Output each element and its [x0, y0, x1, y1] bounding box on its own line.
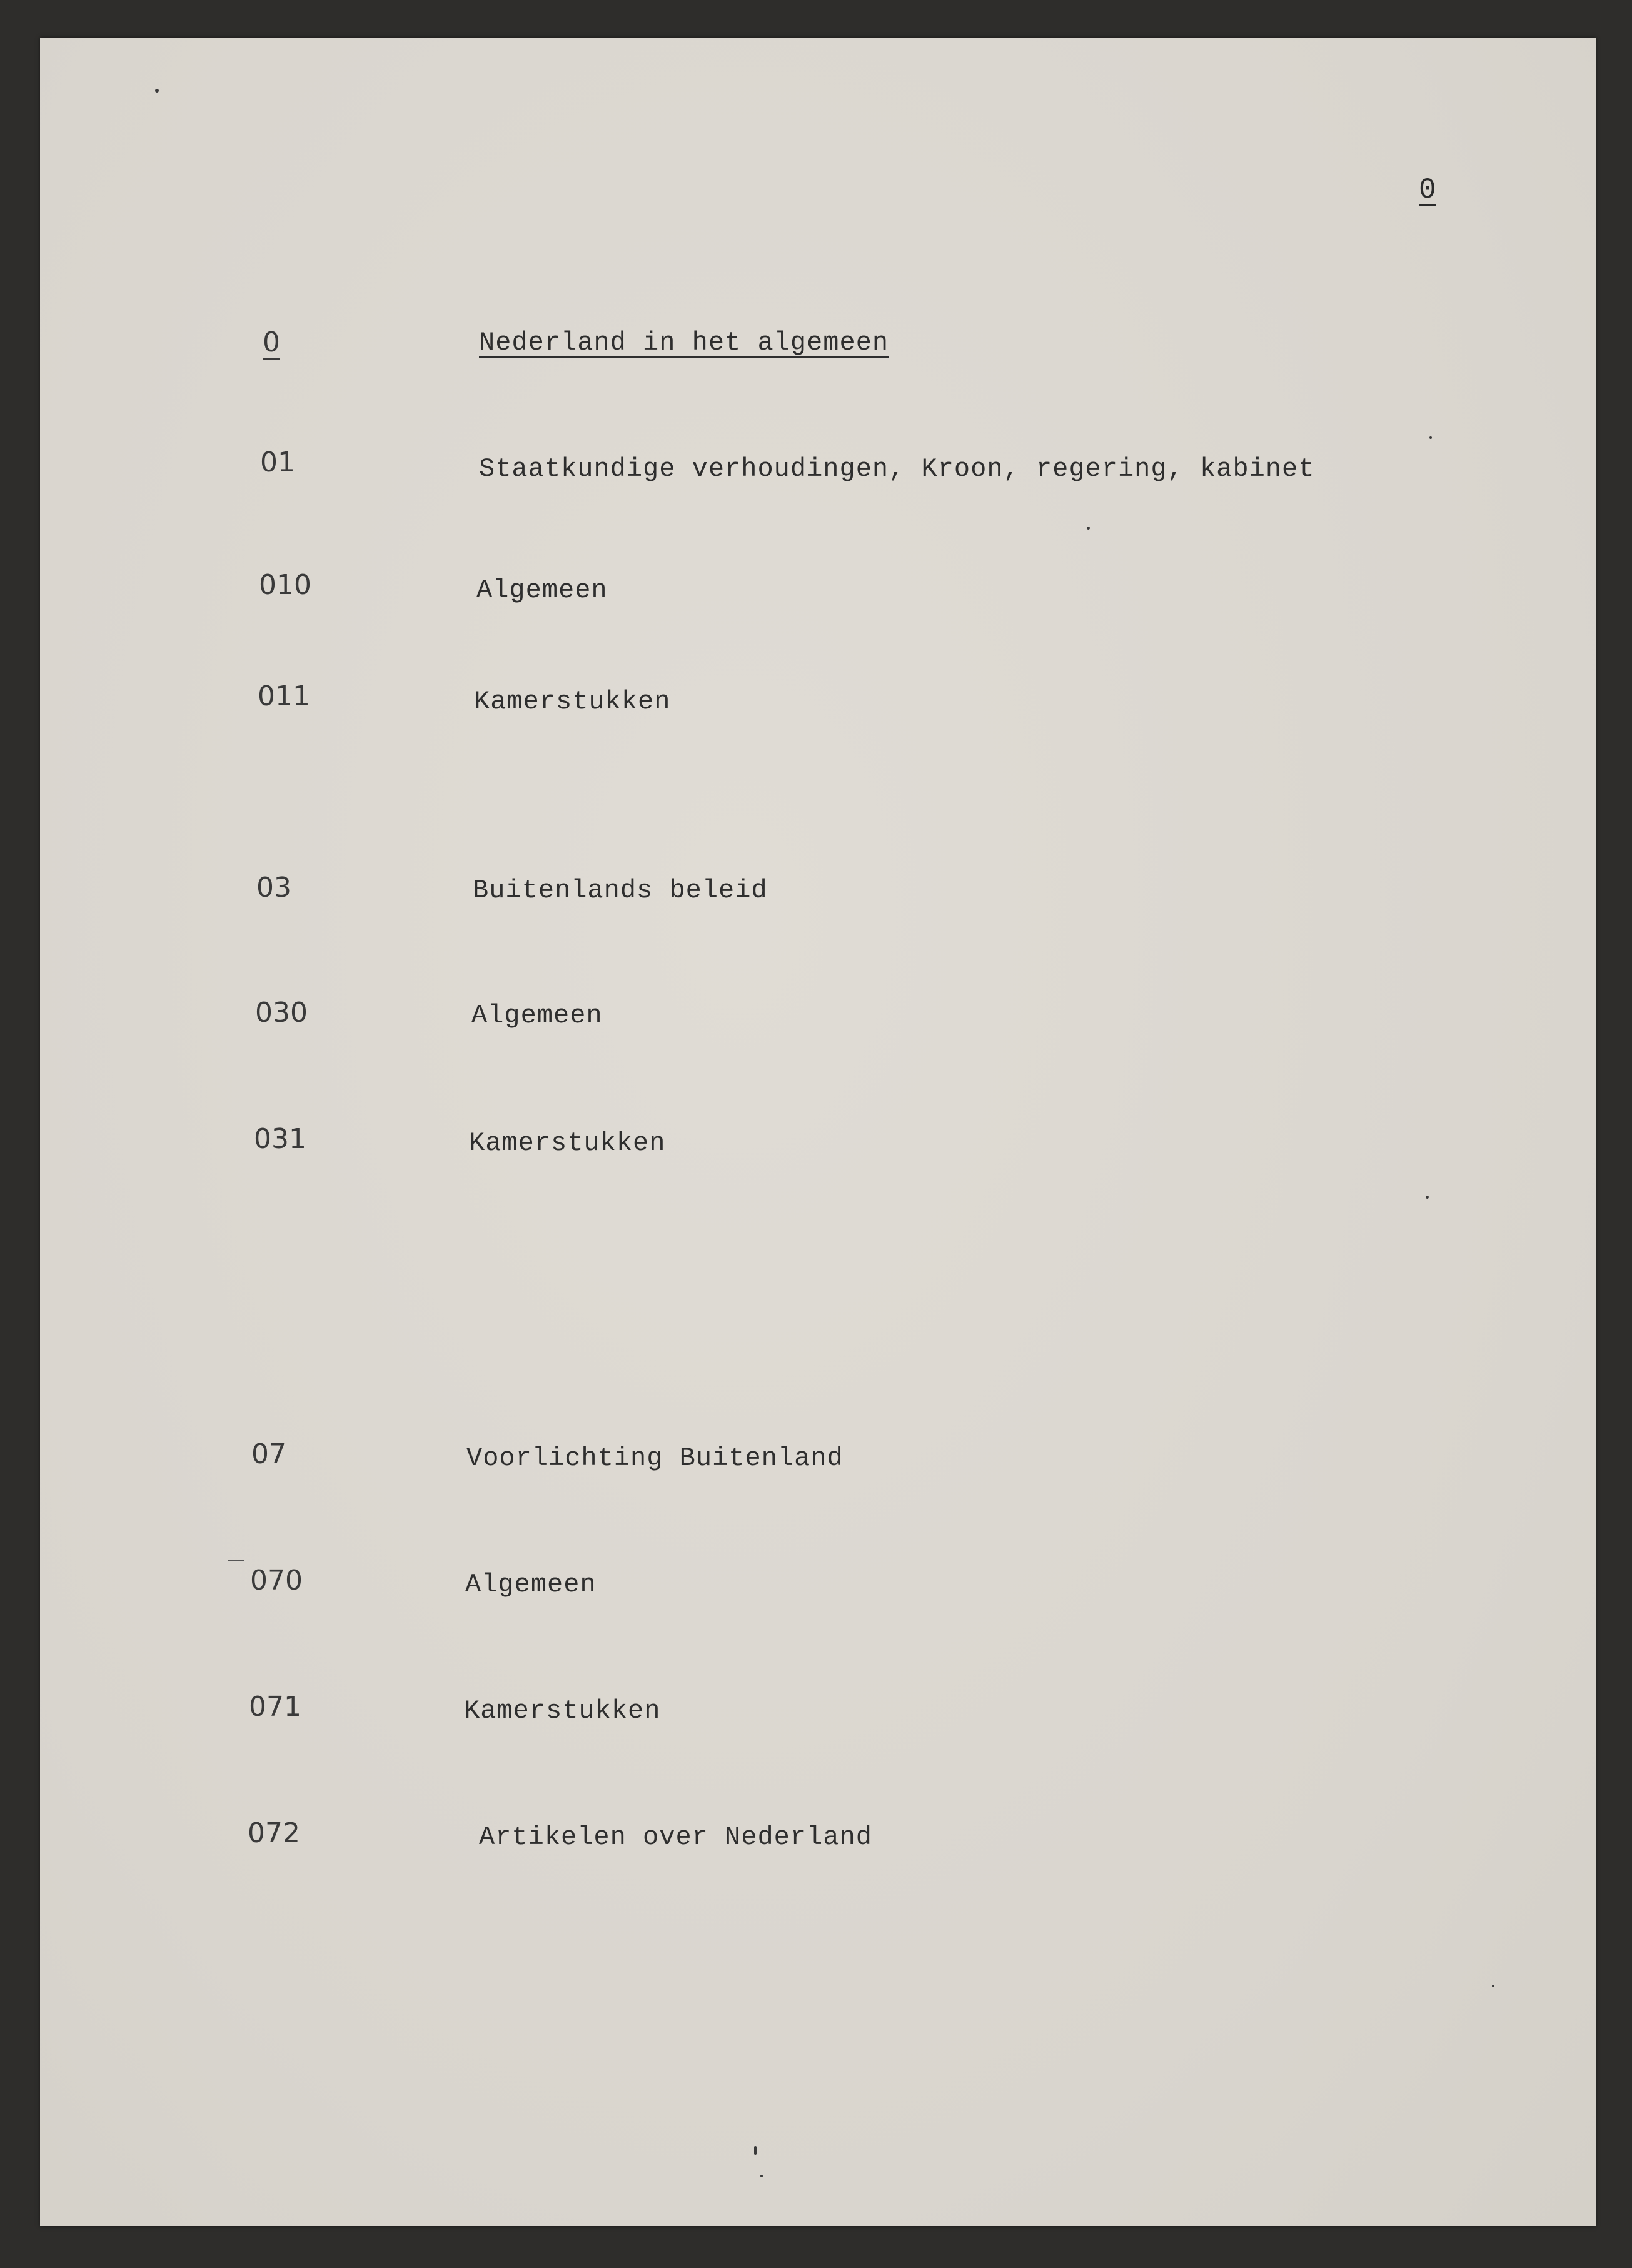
entry-code: 01 [260, 446, 295, 478]
entry-code: 070 [250, 1565, 303, 1596]
entry-label: Algemeen [476, 575, 608, 605]
paper-mark [228, 1560, 244, 1561]
entry-label: Kamerstukken [464, 1696, 661, 1726]
entry-label: Staatkundige verhoudingen, Kroon, regering, kabinet [479, 454, 1315, 484]
paper-speck [1087, 527, 1090, 530]
entry-code: 010 [259, 569, 311, 601]
paper-speck [760, 2175, 763, 2177]
paper-speck [155, 89, 159, 93]
entry-code: 072 [248, 1817, 300, 1849]
entry-label: Voorlichting Buitenland [466, 1443, 844, 1473]
entry-code: 07 [251, 1438, 286, 1470]
entry-label: Buitenlands beleid [473, 875, 768, 905]
paper-speck [1426, 1196, 1429, 1199]
document-page [40, 38, 1596, 2226]
heading-label: Nederland in het algemeen [479, 328, 889, 358]
entry-label: Algemeen [465, 1570, 597, 1600]
entry-label: Algemeen [471, 1000, 603, 1031]
paper-speck [1429, 436, 1432, 439]
entry-label: Kamerstukken [469, 1128, 666, 1158]
entry-code: 031 [254, 1123, 306, 1155]
paper-speck [1492, 1985, 1494, 1987]
entry-label: Kamerstukken [474, 687, 671, 717]
entry-label: Artikelen over Nederland [479, 1822, 872, 1852]
heading-code: 0 [263, 326, 280, 358]
entry-code: 03 [256, 872, 291, 904]
entry-code: 011 [258, 680, 310, 712]
entry-code: 030 [255, 997, 308, 1029]
page-number: 0 [1419, 174, 1436, 206]
paper-speck [754, 2146, 757, 2155]
entry-code: 071 [249, 1691, 301, 1723]
